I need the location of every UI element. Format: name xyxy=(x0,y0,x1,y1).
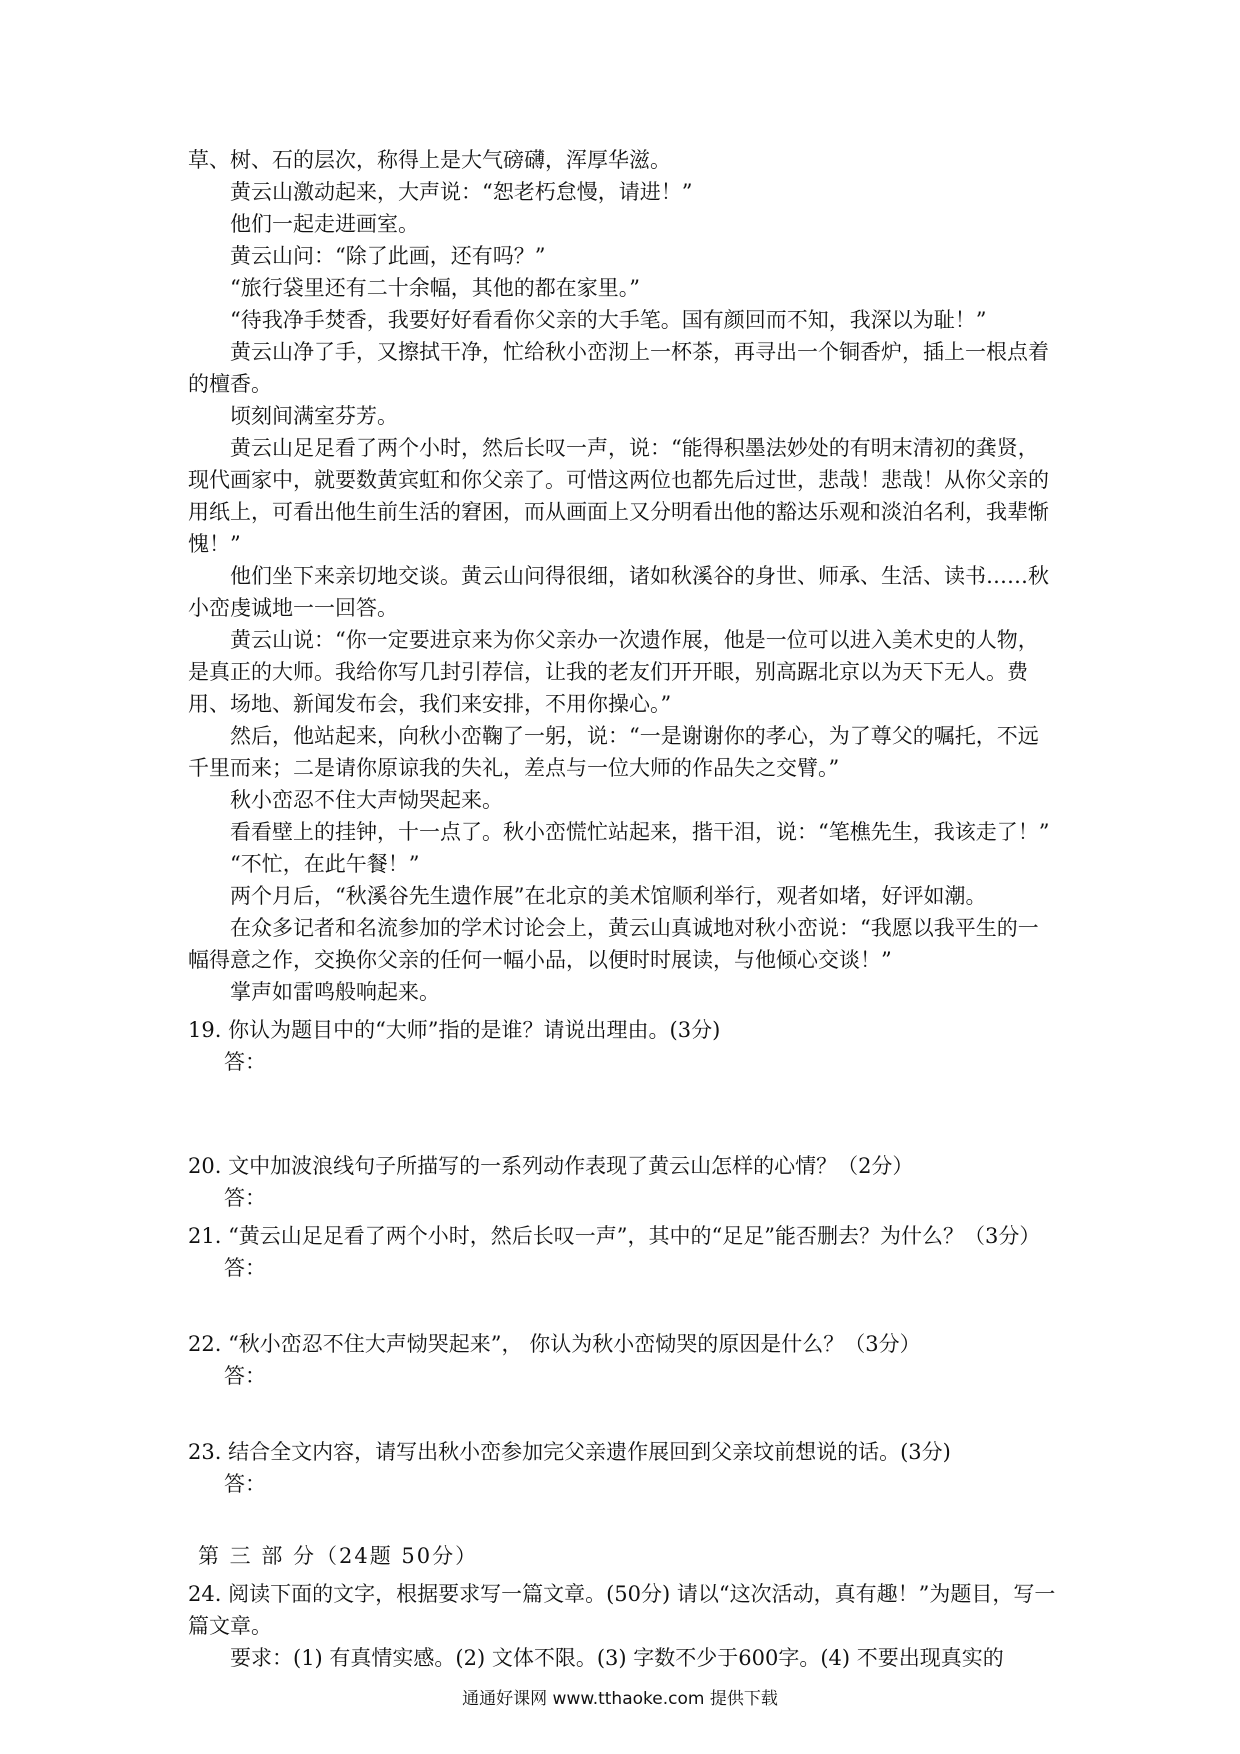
question-22: 22. “秋小峦忍不住大声恸哭起来”， 你认为秋小峦恸哭的原因是什么？（3分） xyxy=(188,1332,921,1356)
story-paragraph: 掌声如雷鸣般响起来。 xyxy=(230,980,440,1004)
answer-label-19: 答： xyxy=(224,1050,266,1074)
story-paragraph: 黄云山净了手，又擦拭干净，忙给秋小峦沏上一杯茶，再寻出一个铜香炉，插上一根点着的檀香。 xyxy=(188,340,1049,396)
story-paragraph: “待我净手焚香，我要好好看看你父亲的大手笔。国有颜回而不知，我深以为耻！” xyxy=(230,308,987,332)
story-paragraph: 然后，他站起来，向秋小峦鞠了一躬，说：“一是谢谢你的孝心，为了尊父的嘱托，不远千里而来；二是请你原谅我的失礼，差点与一位大师的作品失之交臂。” xyxy=(188,724,1039,780)
story-paragraph: 草、树、石的层次，称得上是大气磅礴，浑厚华滋。 xyxy=(188,148,671,172)
answer-space-22 xyxy=(188,1392,1058,1430)
answer-space-23 xyxy=(188,1500,1058,1530)
page-footer: 通通好课网 www.tthaoke.com 提供下载 xyxy=(462,1689,778,1709)
answer-space-19 xyxy=(188,1078,1058,1144)
story-paragraph: 黄云山问：“除了此画，还有吗？” xyxy=(230,244,546,268)
section-heading: 第 三 部 分（24题 50分） xyxy=(198,1544,479,1568)
answer-label-22: 答： xyxy=(224,1364,266,1388)
essay-prompt: 24. 阅读下面的文字，根据要求写一篇文章。(50分) 请以“这次活动，真有趣！”为题目，写一篇文章。 xyxy=(188,1582,1056,1638)
story-paragraph: 看看壁上的挂钟，十一点了。秋小峦慌忙站起来，揩干泪，说：“笔樵先生，我该走了！” xyxy=(230,820,1050,844)
answer-space-21 xyxy=(188,1284,1058,1322)
story-paragraph: 黄云山说：“你一定要进京来为你父亲办一次遗作展，他是一位可以进入美术史的人物，是真正的大师。我给你写几封引荐信，让我的老友们开开眼，别高踞北京以为天下无人。费用、场地、新闻发布会，我们来安排，不用你操心。” xyxy=(188,628,1039,716)
question-23: 23. 结合全文内容，请写出秋小峦参加完父亲遗作展回到父亲坟前想说的话。(3分) xyxy=(188,1440,951,1464)
page-content xyxy=(188,144,1058,1674)
story-paragraph: “不忙，在此午餐！” xyxy=(230,852,420,876)
story-paragraph: 他们坐下来亲切地交谈。黄云山问得很细，诸如秋溪谷的身世、师承、生活、读书……秋小峦虔诚地一一回答。 xyxy=(188,564,1049,620)
question-20: 20. 文中加波浪线句子所描写的一系列动作表现了黄云山怎样的心情？（2分） xyxy=(188,1154,914,1178)
essay-requirements: 要求：(1) 有真情实感。(2) 文体不限。(3) 字数不少于600字。(4) 不要出现真实的 xyxy=(230,1646,1004,1670)
story-paragraph: 秋小峦忍不住大声恸哭起来。 xyxy=(230,788,503,812)
story-paragraph: 黄云山激动起来，大声说：“恕老朽怠慢，请进！” xyxy=(230,180,693,204)
question-19: 19. 你认为题目中的“大师”指的是谁？请说出理由。(3分) xyxy=(188,1018,721,1042)
story-paragraph: “旅行袋里还有二十余幅，其他的都在家里。” xyxy=(230,276,640,300)
answer-label-23: 答： xyxy=(224,1472,266,1496)
story-paragraph: 他们一起走进画室。 xyxy=(230,212,419,236)
story-paragraph: 顷刻间满室芬芳。 xyxy=(230,404,398,428)
story-paragraph: 黄云山足足看了两个小时，然后长叹一声，说：“能得积墨法妙处的有明末清初的龚贤，现代画家中，就要数黄宾虹和你父亲了。可惜这两位也都先后过世，悲哉！悲哉！从你父亲的用纸上，可看出他生前生活的窘困，而从画面上又分明看出他的豁达乐观和淡泊名利，我辈惭愧！” xyxy=(188,436,1049,556)
story-paragraph: 两个月后，“秋溪谷先生遗作展”在北京的美术馆顺利举行，观者如堵，好评如潮。 xyxy=(230,884,987,908)
question-21: 21. “黄云山足足看了两个小时，然后长叹一声”，其中的“足足”能否删去？为什么？（3分） xyxy=(188,1224,1041,1248)
answer-label-20: 答： xyxy=(224,1186,266,1210)
story-paragraph: 在众多记者和名流参加的学术讨论会上，黄云山真诚地对秋小峦说：“我愿以我平生的一幅得意之作，交换你父亲的任何一幅小品，以便时时展读，与他倾心交谈！” xyxy=(188,916,1039,972)
answer-label-21: 答： xyxy=(224,1256,266,1280)
